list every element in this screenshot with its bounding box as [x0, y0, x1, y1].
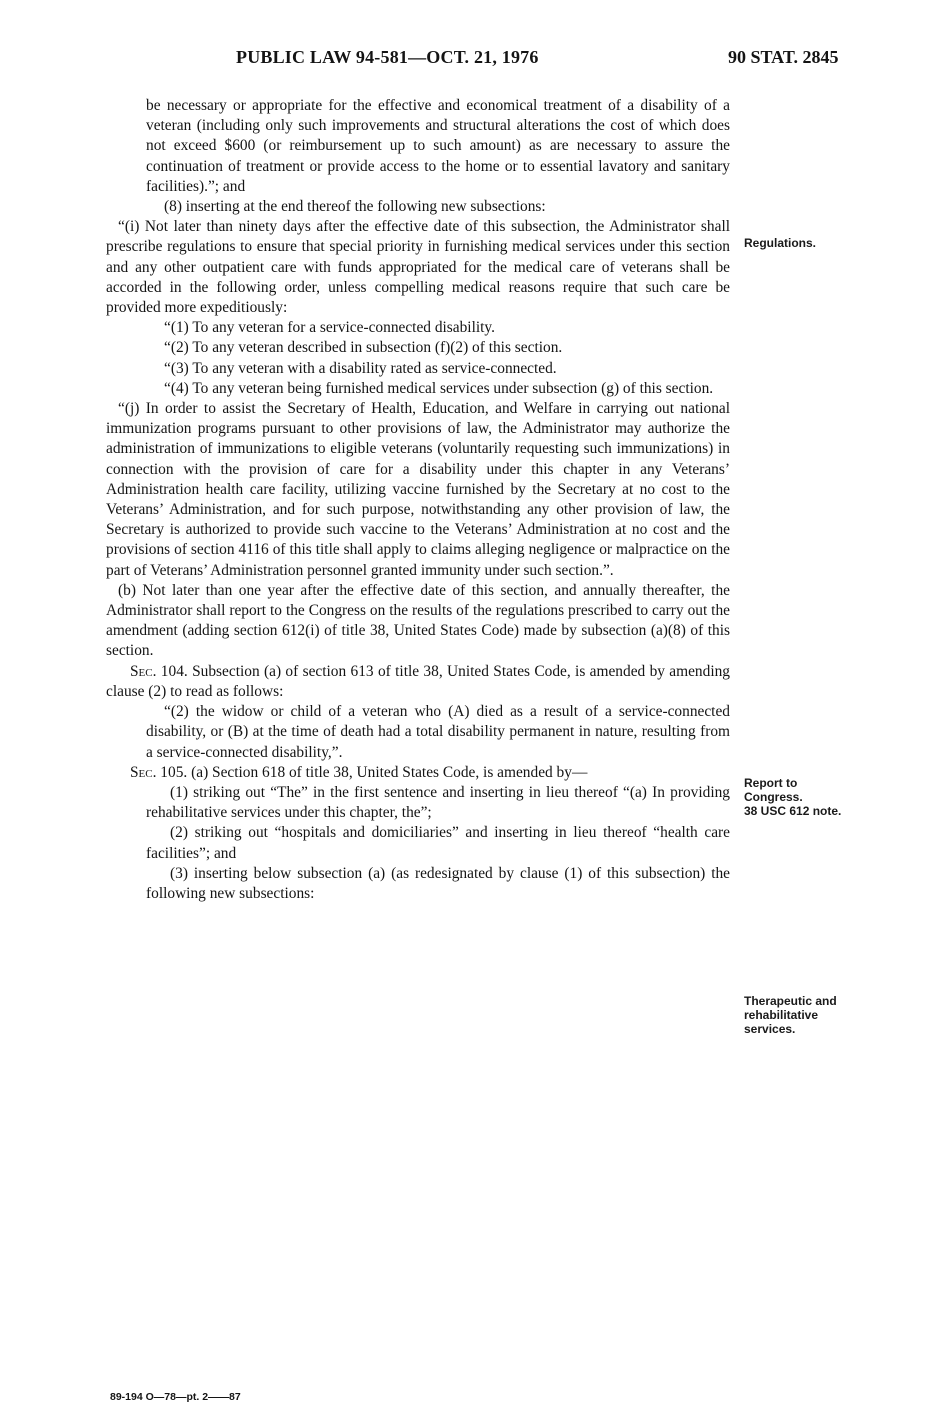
paragraph-subsection-b: (b) Not later than one year after the effective date of this section, and annually thereafter, the Administrator shall report to the Congress on the results of the regulations prescribed to carry out the amendment (adding section 612(i) of title 38, United States Code) made by subsection (a)(8) of this section. — [106, 581, 730, 660]
paragraph-priority-3: “(3) To any veteran with a disability rated as service-connected. — [164, 359, 557, 377]
page-title: PUBLIC LAW 94-581—OCT. 21, 1976 — [236, 47, 539, 67]
print-job-code: 89-194 O—78—pt. 2——87 — [110, 1391, 241, 1403]
body-text — [106, 96, 730, 904]
statute-page-number: 90 STAT. 2845 — [728, 47, 839, 67]
paragraph-continuation: be necessary or appropriate for the effective and economical treatment of a disability of a veteran (including only such improvements and structural alterations the cost of which does not exceed $600 (or reimbursement up to such amount) as are necessary to assure the continuation of treatment or provide access to the home or to essential lavatory and sanitary facilities).”; and — [146, 97, 730, 195]
paragraph-sec-104-clause-2: “(2) the widow or child of a veteran who (A) died as a result of a service-connected disability, or (B) at the time of death had a total disability permanent in nature, resulting from a service-connected disability,”. — [146, 703, 730, 761]
paragraph-subsection-i: “(i) Not later than ninety days after the effective date of this subsection, the Administrator shall prescribe regulations to ensure that special priority in furnishing medical services under this section and any other outpatient care with funds appropriated for the medical care of veterans shall be accorded in the following order, unless compelling medical reasons require that such care be provided more expeditiously: — [106, 218, 730, 317]
paragraph-priority-2: “(2) To any veteran described in subsection (f)(2) of this section. — [164, 339, 563, 357]
margin-note-line: Regulations. — [744, 236, 817, 250]
paragraph-sec-105-clause-1: (1) striking out “The” in the first sentence and inserting in lieu thereof “(a) In providing rehabilitative services under this chapter, the”; — [146, 783, 730, 822]
margin-note-regulations — [744, 236, 816, 250]
paragraph-sec-105-clause-2: (2) striking out “hospitals and domiciliaries” and inserting in lieu thereof “health care facilities”; and — [146, 824, 730, 862]
paragraph-sec-105-clause-3: (3) inserting below subsection (a) (as redesignated by clause (1) of this subsection) the following new subsections: — [146, 864, 730, 902]
paragraph-sec-105 — [106, 763, 730, 783]
paragraph-sec-104 — [106, 662, 730, 702]
section-label-105: Sec. 105. — [130, 763, 188, 781]
paragraph-priority-4: “(4) To any veteran being furnished medical services under subsection (g) of this section. — [164, 379, 714, 397]
margin-note-line: 38 USC 612 note. — [744, 804, 842, 818]
section-label-104: Sec. 104. — [130, 662, 188, 680]
sec-104-text: Subsection (a) of section 613 of title 38, United States Code, is amended by amending clause (2) to read as follows: — [106, 662, 730, 700]
margin-note-line: services. — [744, 1022, 796, 1036]
margin-note-line: Congress. — [744, 790, 803, 804]
sec-105-text: (a) Section 618 of title 38, United States Code, is amended by— — [191, 763, 588, 781]
margin-note-therapeutic-services — [744, 994, 837, 1036]
paragraph-priority-1: “(1) To any veteran for a service-connected disability. — [164, 319, 495, 337]
margin-note-line: Report to — [744, 776, 798, 790]
paragraph-clause-8: (8) inserting at the end thereof the following new subsections: — [164, 198, 546, 216]
margin-note-line: rehabilitative — [744, 1008, 819, 1022]
margin-note-line: Therapeutic and — [744, 994, 837, 1008]
margin-note-report-to-congress — [744, 776, 841, 818]
paragraph-subsection-j: “(j) In order to assist the Secretary of Health, Education, and Welfare in carrying out national immunization programs pursuant to other provisions of law, the Administrator may authorize the administration of immunizations to eligible veterans (voluntarily requesting such immunizations) in connection with the provision of care for a disability under this chapter in any Veterans’ Administration health care facility, utilizing vaccine furnished by the Secretary at no cost to the Veterans’ Administration, and for such purpose, notwithstanding any other provision of law, the Secretary is authorized to provide such vaccine to the Veterans’ Administration at no cost and the provisions of section 4116 of this title shall apply to claims alleging negligence or malpractice on the part of Veterans’ Administration personnel granted immunity under such section.”. — [106, 400, 730, 579]
